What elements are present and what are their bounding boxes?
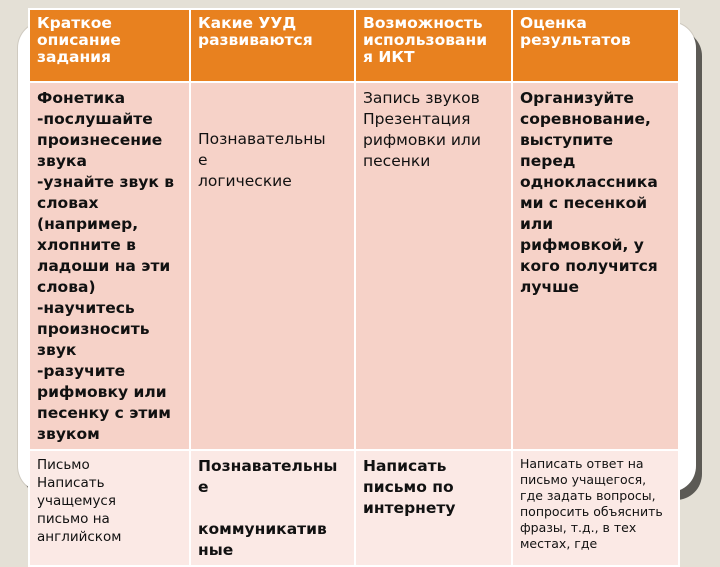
header-ict-possibility: Возможность использовани я ИКТ <box>355 9 512 82</box>
header-task-description: Краткое описание задания <box>29 9 190 82</box>
cell-phonetics-ict: Запись звуков Презентация рифмовки или песенки <box>355 82 512 450</box>
cell-phonetics-uud: Познавательны е логические <box>190 82 355 450</box>
header-results-assessment: Оценка результатов <box>512 9 679 82</box>
cell-phonetics-task: Фонетика -послушайте произнесение звука -узнайте звук в словах (например, хлопните в ладоши на эти слова) -научитесь произносить звук -разучите рифмовку или песенку с этим звуком <box>29 82 190 450</box>
table-row <box>29 82 679 450</box>
cell-phonetics-assessment: Организуйте соревнование, выступите перед одноклассника ми с песенкой или рифмовкой, у кого получится лучше <box>512 82 679 450</box>
header-uud-developed: Какие УУД развиваются <box>190 9 355 82</box>
cell-writing-ict: Написать письмо по интернету <box>355 450 512 566</box>
cell-writing-uud: Познавательны е коммуникатив ные <box>190 450 355 566</box>
uud-table <box>28 8 680 567</box>
header-row <box>29 9 679 82</box>
cell-writing-assessment: Написать ответ на письмо учащегося, где задать вопросы, попросить объяснить фразы, т.д., в тех местах, где <box>512 450 679 566</box>
cell-writing-task: Письмо Написать учащемуся письмо на английском <box>29 450 190 566</box>
table-row <box>29 450 679 566</box>
